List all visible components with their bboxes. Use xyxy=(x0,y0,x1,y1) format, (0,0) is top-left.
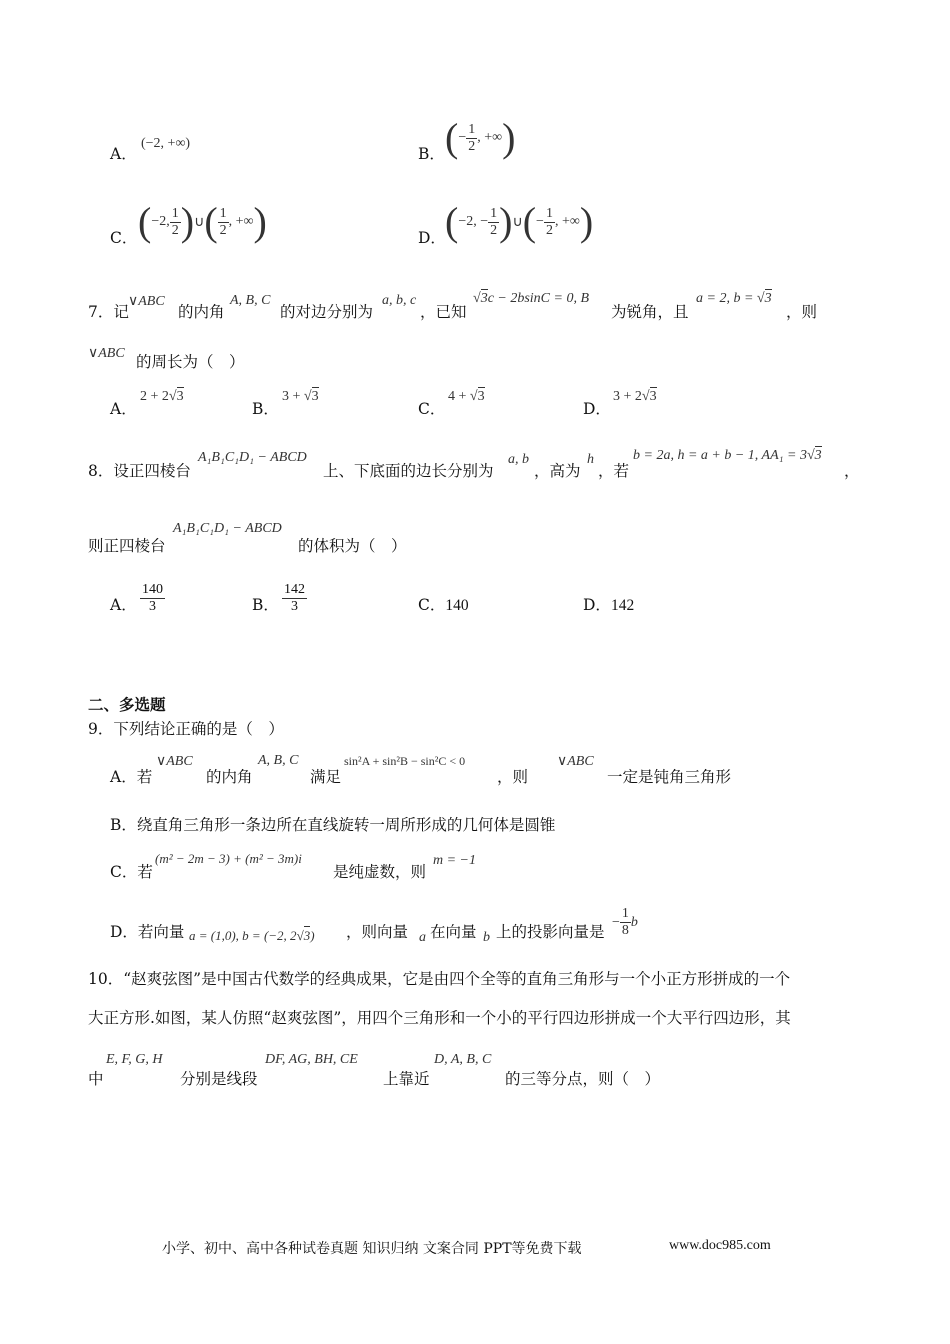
option-label: A． xyxy=(110,400,137,418)
option-value: ( − $\frac{1}{2}$ , +∞ ) xyxy=(445,115,516,160)
q8-text: 则正四棱台 xyxy=(88,537,166,555)
option-c: C．140 xyxy=(418,596,469,614)
option-value: ( −2, $\frac{1}{2}$ ) ∪ ( $\frac{1}{2}$ , +∞ ) xyxy=(138,199,267,244)
option-c-value: 4 + √3 xyxy=(448,389,485,404)
option-label: D．若向量 xyxy=(110,923,185,941)
q8-text: 上、下底面的边长分别为 xyxy=(323,462,494,480)
option-b-value: $\frac{142}{3}$ xyxy=(284,582,305,614)
option-label: C． xyxy=(110,229,138,247)
option-label: B． xyxy=(418,145,445,163)
angles: A, B, C xyxy=(230,293,271,308)
option-d-value: 3 + 2√3 xyxy=(613,389,657,404)
q7-text: 的内角 xyxy=(178,303,225,321)
vector-b: b xyxy=(483,930,490,945)
option-d: D．142 xyxy=(583,596,635,614)
option-label: A． xyxy=(110,145,137,163)
q10-text: 中 xyxy=(88,1070,104,1088)
option-label: A．若 xyxy=(110,768,153,786)
triangle-symbol: ∨ABC xyxy=(557,754,594,769)
q9-text: 一定是钝角三角形 xyxy=(607,768,732,786)
condition-formula: √3c − 2bsinC = 0, B xyxy=(473,291,590,306)
option-a-value: 2 + 2√3 xyxy=(140,389,184,404)
given-values: a = 2, b = √3 xyxy=(696,291,772,306)
complex-expr: (m² − 2m − 3) + (m² − 3m)i xyxy=(155,851,302,866)
height-symbol: h xyxy=(587,452,594,467)
angles: A, B, C xyxy=(258,753,299,768)
option-b-value: 3 + √3 xyxy=(282,389,319,404)
triangle-symbol: ∨ABC xyxy=(128,294,165,309)
frustum-symbol: A₁B₁C₁D₁ − ABCD xyxy=(198,450,307,465)
points: E, F, G, H xyxy=(106,1052,163,1067)
q10-line: 10．“赵爽弦图”是中国古代数学的经典成果，它是由四个全等的直角三角形与一个小正方形拼成的一个 xyxy=(88,970,791,988)
option-label: C．若 xyxy=(110,863,153,881)
option-label: D． xyxy=(583,400,611,418)
sides: a, b xyxy=(508,452,529,467)
projection-result: − $\frac{1}{8}$ b xyxy=(612,906,638,938)
q8-text: ， xyxy=(844,462,860,480)
triangle-symbol: ∨ABC xyxy=(156,754,193,769)
option-a-value: $\frac{140}{3}$ xyxy=(142,582,163,614)
q9-text: 在向量 xyxy=(430,923,477,941)
option-label: C． xyxy=(418,400,446,418)
q7-text: 的对边分别为 xyxy=(280,303,374,321)
q9-text: 上的投影向量是 xyxy=(496,923,605,941)
option-label: B． xyxy=(252,400,279,418)
option-value: ( −2, − $\frac{1}{2}$ ) ∪ ( − $\frac{1}{2}$ , +∞ ) xyxy=(445,199,594,244)
q7-number: 7．记 xyxy=(88,303,129,321)
q9-text: ，则 xyxy=(497,768,529,786)
q9-text: ，则向量 xyxy=(346,923,409,941)
q9-text: 满足 xyxy=(310,768,342,786)
option-value: (−2, +∞) xyxy=(141,136,191,151)
option-label: B． xyxy=(252,596,279,614)
q9-stem: 9．下列结论正确的是（ ） xyxy=(88,720,284,738)
vector-a: a xyxy=(419,930,426,945)
option-label: D． xyxy=(418,229,446,247)
q9-text: 是纯虚数，则 xyxy=(333,863,427,881)
frustum-symbol: A₁B₁C₁D₁ − ABCD xyxy=(173,521,282,536)
q10-text: 上靠近 xyxy=(383,1070,430,1088)
q8-text: 的体积为（ ） xyxy=(298,537,407,555)
q9-text: 的内角 xyxy=(206,768,253,786)
condition-formula: sin²A + sin²B − sin²C < 0 xyxy=(344,754,466,768)
q7-text: ，则 xyxy=(786,303,818,321)
option-label: A． xyxy=(110,596,137,614)
q10-text: 分别是线段 xyxy=(180,1070,258,1088)
q7-text: 的周长为（ ） xyxy=(136,353,245,371)
q8-text: ，若 xyxy=(598,462,630,480)
option-b: B．绕直角三角形一条边所在直线旋转一周所形成的几何体是圆锥 xyxy=(110,816,556,834)
q8-text: ，高为 xyxy=(534,462,581,480)
footer-link[interactable]: www.doc985.com xyxy=(669,1238,771,1253)
sides: a, b, c xyxy=(382,293,417,308)
q10-line: 大正方形.如图，某人仿照“赵爽弦图”，用四个三角形和一个小的平行四边形拼成一个大平行四边形，其 xyxy=(88,1009,791,1027)
condition-formula: b = 2a, h = a + b − 1, AA₁ = 3√3 xyxy=(633,448,822,463)
section-title: 二、多选题 xyxy=(88,695,166,714)
triangle-symbol: ∨ABC xyxy=(88,346,125,361)
q7-text: 为锐角，且 xyxy=(611,303,689,321)
result: m = −1 xyxy=(433,853,477,868)
segments: DF, AG, BH, CE xyxy=(265,1052,358,1067)
q10-text: 的三等分点，则（ ） xyxy=(505,1070,661,1088)
vectors: a = (1,0), b = (−2, 2√3) xyxy=(189,928,315,943)
footer-text: 小学、初中、高中各种试卷真题 知识归纳 文案合同 PPT等免费下载 xyxy=(162,1241,582,1257)
q8-number: 8．设正四棱台 xyxy=(88,462,191,480)
endpoints: D, A, B, C xyxy=(434,1052,492,1067)
q7-text: ，已知 xyxy=(420,303,467,321)
